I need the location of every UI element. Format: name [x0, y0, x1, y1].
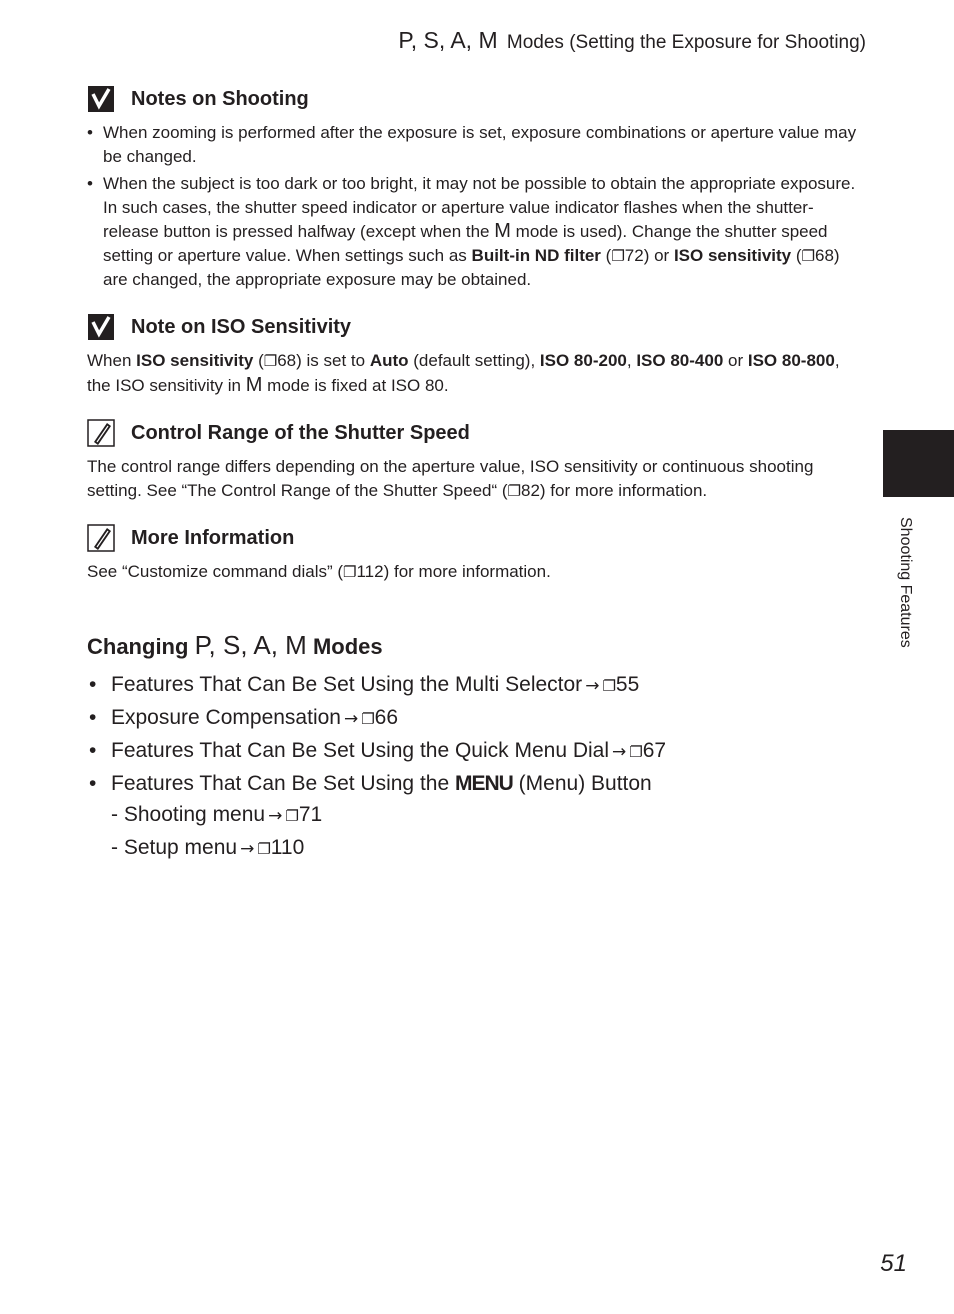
more-info-section	[87, 522, 867, 585]
control-range-title: Control Range of the Shutter Speed	[131, 421, 470, 444]
list-item-menu-button: • Features That Can Be Set Using the MENU (Menu) Button	[87, 768, 847, 799]
book-icon: ❐	[285, 807, 299, 825]
book-icon: ❐	[801, 246, 815, 265]
check-note-icon	[87, 85, 115, 113]
note-iso-section	[87, 311, 867, 397]
book-icon: ❐	[507, 481, 521, 500]
pencil-note-icon	[87, 524, 115, 552]
header-title: Modes (Setting the Exposure for Shooting)	[506, 32, 866, 53]
link-setup-menu[interactable]: - Setup menu → ❐110	[111, 836, 305, 859]
page-ref: 68	[814, 245, 834, 265]
note-iso-body: When ISO sensitivity (❐68) is set to Auto (default setting), ISO 80-200, ISO 80-400 or ISO 80-800, the ISO sensitivity in M mode is fixed at ISO 80.	[87, 351, 840, 396]
pencil-note-icon	[87, 419, 115, 447]
notes-shooting-section	[87, 83, 867, 296]
menu-button-icon: MENU	[454, 772, 513, 795]
page-number: 51	[880, 1250, 907, 1277]
control-range-section	[87, 417, 867, 503]
control-range-body: The control range differs depending on the aperture value, ISO sensitivity or continuous shooting setting. See “The Control Range of the Shutter Speed“ (❐82) for more information.	[87, 457, 814, 500]
arrow-icon: →	[240, 839, 255, 859]
book-icon: ❐	[611, 246, 625, 265]
link-multi-selector[interactable]: • Features That Can Be Set Using the Multi Selector → ❐55	[87, 669, 847, 702]
page-ref: 68	[277, 351, 297, 370]
chapter-label: Shooting Features	[897, 517, 914, 648]
m-mode-glyph: M	[494, 219, 511, 242]
page-ref: 82	[520, 480, 540, 500]
arrow-icon: →	[585, 676, 600, 696]
page-header	[398, 27, 866, 54]
notes-shooting-title: Notes on Shooting	[131, 87, 309, 110]
link-quick-menu-dial[interactable]: • Features That Can Be Set Using the Quick Menu Dial → ❐67	[87, 735, 847, 768]
page-ref: 112	[356, 562, 384, 581]
arrow-icon: →	[268, 806, 283, 826]
more-info-body: See “Customize command dials” (❐112) for more information.	[87, 562, 551, 581]
header-modes: P, S, A, M	[398, 27, 498, 53]
more-info-title: More Information	[131, 526, 295, 549]
list-item: • When zooming is performed after the exposure is set, exposure combinations or aperture value may be changed.	[87, 121, 867, 168]
book-icon: ❐	[263, 352, 278, 370]
book-icon: ❐	[257, 840, 271, 858]
changing-modes-title: Changing P, S, A, M Modes	[87, 630, 383, 660]
arrow-icon: →	[612, 742, 627, 762]
link-shooting-menu[interactable]: - Shooting menu → ❐71	[111, 803, 323, 826]
book-icon: ❐	[602, 677, 616, 695]
chapter-tab	[883, 430, 954, 497]
book-icon: ❐	[343, 563, 357, 581]
page-ref: 72	[624, 245, 644, 265]
note-iso-title: Note on ISO Sensitivity	[131, 315, 352, 338]
link-exposure-compensation[interactable]: • Exposure Compensation → ❐66	[87, 702, 847, 735]
changing-modes-section	[87, 630, 847, 865]
check-note-icon	[87, 313, 115, 341]
m-mode-glyph: M	[245, 373, 263, 396]
book-icon: ❐	[361, 710, 375, 728]
book-icon: ❐	[629, 743, 643, 761]
list-item: • When the subject is too dark or too bright, it may not be possible to obtain the appropriate exposure. In such cases, the shutter speed indicator or aperture value indicator flashes when the shutter-release button is pressed halfway (except when the M mode is used). Change the shutter speed setting or aperture value. When settings such as Built-in ND filter (❐72) or ISO sensitivity (❐68) are changed, the appropriate exposure may be obtained.	[87, 172, 867, 292]
arrow-icon: →	[343, 709, 359, 729]
